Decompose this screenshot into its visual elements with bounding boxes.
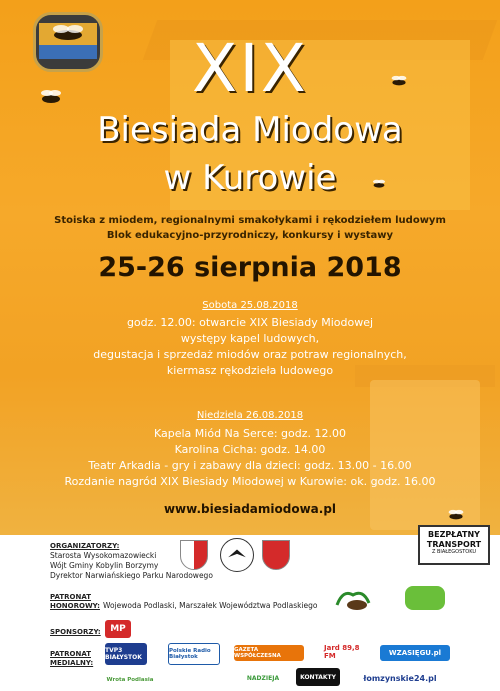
media-logo: NADZIEJA (243, 668, 283, 688)
gmina-coat-of-arms-icon (262, 540, 290, 570)
saturday-line: kiermasz rękodzieła ludowego (166, 364, 334, 377)
media-logo: KONTAKTY (296, 668, 340, 686)
title-line-2: w Kurowie (163, 158, 337, 198)
sunday-line: Teatr Arkadia - gry i zabawy dla dzieci: godz. 13.00 - 16.00 (88, 459, 412, 472)
sunday-heading: Niedziela 26.08.2018 (196, 410, 304, 421)
media-label-1: PATRONAT (50, 650, 91, 658)
patronage-label-1: PATRONAT (50, 593, 91, 601)
saturday-heading: Sobota 25.08.2018 (202, 300, 298, 311)
saturday-line: degustacja i sprzedaż miodów oraz potraw regionalnych, (93, 348, 407, 361)
media-logo: TVP3 BIAŁYSTOK (105, 643, 147, 665)
media-logo: GAZETA WSPÓŁCZESNA (234, 645, 304, 661)
sponsor-mp-logo: MP (105, 620, 131, 638)
coat-of-arms-icon (180, 540, 208, 570)
subtitle-line-1: Stoiska z miodem, regionalnymi smakołykami i rękodziełem ludowym (54, 215, 446, 226)
sunday-line: Karolina Cicha: godz. 14.00 (174, 443, 326, 456)
national-park-logo-icon (220, 538, 254, 572)
patronage-text: Wojewoda Podlaski, Marszałek Województwa Podlaskiego (103, 601, 318, 610)
media-logo: Polskie Radio Białystok (168, 643, 220, 665)
free-transport-badge (418, 525, 490, 565)
media-label-2: MEDIALNY: (50, 659, 94, 667)
organizer-line: Wójt Gminy Kobylin Borzymy (50, 561, 159, 570)
transport-line-3: Z BIAŁEGOSTOKU (431, 549, 477, 556)
subtitle-line-2: Blok edukacyjno-przyrodniczy, konkursy i wystawy (106, 230, 394, 241)
sponsors-label: SPONSORZY: (50, 628, 101, 636)
website-link[interactable]: www.biesiadamiodowa.pl (163, 502, 337, 516)
title-roman-numeral: XIX (192, 30, 308, 107)
media-logo: łomzynskie24.pl (360, 670, 440, 686)
title-line-1: Biesiada Miodowa (97, 110, 403, 150)
transport-line-1: BEZPŁATNY (428, 530, 480, 539)
event-date: 25-26 sierpnia 2018 (98, 252, 402, 283)
media-logo: Wrota Podlasia (100, 672, 160, 688)
organizer-line: Starosta Wysokomazowiecki (50, 551, 157, 560)
media-logo: Jard 89,8 FM (324, 641, 366, 663)
podlaskie-bison-logo-icon (333, 585, 373, 613)
transport-line-2: TRANSPORT (426, 539, 482, 549)
organizer-line: Dyrektor Narwiańskiego Parku Narodowego (50, 571, 213, 580)
sunday-line: Rozdanie nagród XIX Biesiady Miodowej w Kurowie: ok. godz. 16.00 (64, 475, 436, 488)
organizers-label: ORGANIZATORZY: (50, 542, 120, 550)
sunday-line: Kapela Miód Na Serce: godz. 12.00 (153, 427, 347, 440)
media-logo: WZASIĘGU.pl (380, 645, 450, 661)
saturday-line: godz. 12.00: otwarcie XIX Biesiady Miodowej (126, 316, 374, 329)
podlaskie-logo-icon (405, 586, 445, 610)
saturday-line: występy kapel ludowych, (180, 332, 320, 345)
patronage-label-2: HONOROWY: (50, 602, 100, 610)
